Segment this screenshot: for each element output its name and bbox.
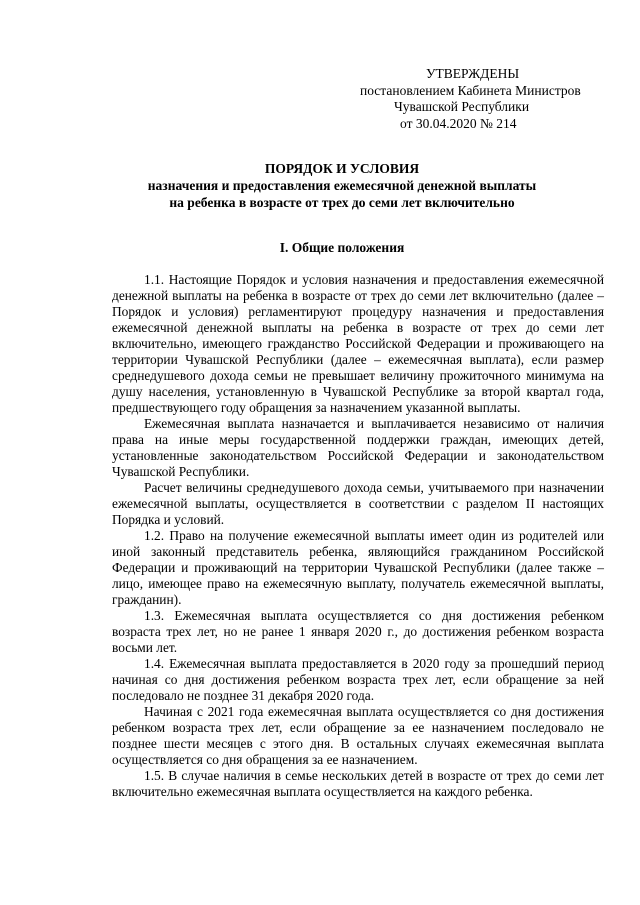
document-title	[112, 160, 572, 211]
title-subtitle-line: на ребенка в возрасте от трех до семи лет включительно	[169, 195, 515, 210]
approval-stamp	[360, 66, 620, 132]
title-main: ПОРЯДОК И УСЛОВИЯ	[264, 161, 420, 176]
paragraph: 1.2. Право на получение ежемесячной выплаты имеет один из родителей или иной законный представитель ребенка, являющийся гражданином Российской Федерации и проживающий на территории Чувашской Республики (далее также – лицо, имеющее право на ежемесячную выплату, получатель ежемесячной выплаты, гражданин).	[112, 528, 604, 607]
approval-line: Чувашской Республики	[394, 99, 530, 114]
document-body	[112, 272, 604, 800]
title-subtitle-line: назначения и предоставления ежемесячной денежной выплаты	[147, 178, 537, 193]
paragraph: Ежемесячная выплата назначается и выплачивается независимо от наличия права на иные меры государственной поддержки граждан, имеющих детей, установленные законодательством Российской Федерации и законодательством Чувашской Республики.	[112, 416, 604, 479]
paragraph: Расчет величины среднедушевого дохода семьи, учитываемого при назначении ежемесячной выплаты, осуществляется в соответствии с разделом II настоящих Порядка и условий.	[112, 480, 604, 527]
paragraph: 1.3. Ежемесячная выплата осуществляется со дня достижения ребенком возраста трех лет, но не ранее 1 января 2020 г., до достижения ребенком возраста восьми лет.	[112, 608, 604, 655]
approval-line: постановлением Кабинета Министров	[360, 82, 581, 98]
approval-line: от 30.04.2020 № 214	[400, 115, 517, 131]
paragraph: 1.4. Ежемесячная выплата предоставляется в 2020 году за прошедший период начиная со дня достижения ребенком возраста трех лет, если обращение за ней последовало не позднее 31 декабря 2020 года.	[112, 656, 604, 703]
paragraph: 1.1. Настоящие Порядок и условия назначения и предоставления ежемесячной денежной выплаты на ребенка в возрасте от трех до семи лет включительно (далее – Порядок и условия) регламентируют процедуру назначения и предоставления ежемесячной денежной выплаты на ребенка в возрасте от трех до семи лет включительно, имеющего гражданство Российской Федерации и проживающего на территории Чувашской Республики (далее – ежемесячная выплата), если размер среднедушевого дохода семьи не превышает величину прожиточного минимума на душу населения, установленную в Чувашской Республике за второй квартал года, предшествующего году обращения за назначением указанной выплаты.	[112, 272, 604, 415]
paragraph: Начиная с 2021 года ежемесячная выплата осуществляется со дня достижения ребенком возраста трех лет, если обращение за ее назначением последовало не позднее шести месяцев с этого дня. В остальных случаях ежемесячная выплата осуществляется со дня обращения за ее назначением.	[112, 704, 604, 767]
approval-line: УТВЕРЖДЕНЫ	[426, 66, 520, 81]
paragraph: 1.5. В случае наличия в семье нескольких детей в возрасте от трех до семи лет включительно ежемесячная выплата осуществляется на каждого ребенка.	[112, 768, 604, 799]
section-heading: I. Общие положения	[279, 240, 405, 255]
